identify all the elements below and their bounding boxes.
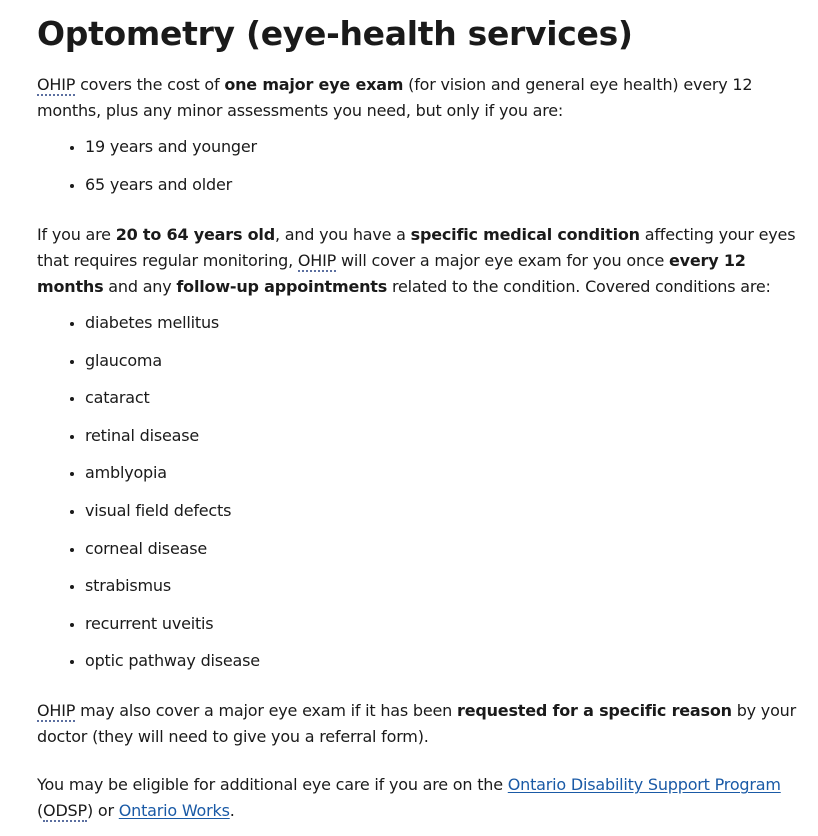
eligibility-paragraph (37, 772, 797, 824)
referral-bold-1: requested for a specific reason (457, 701, 732, 721)
conditions-bold-3: every 12 months (37, 251, 746, 296)
conditions-bold-2: specific medical condition (410, 225, 640, 244)
list-item: • optic pathway disease (85, 648, 797, 674)
conditions-bold-4: follow-up appointments (176, 277, 388, 296)
list-item: • diabetes mellitus (85, 310, 797, 336)
page-title: Optometry (eye-health services) (37, 14, 633, 53)
conditions-text-5: and any (103, 277, 177, 296)
list-item: • 65 years and older (85, 172, 797, 198)
eligibility-text-1: You may be eligible for additional eye care if you are on the (37, 775, 508, 795)
eligibility-text-3: ) or (86, 801, 119, 821)
list-item: • visual field defects (85, 498, 797, 524)
list-item: • amblyopia (85, 460, 797, 486)
referral-paragraph (37, 698, 797, 750)
list-item: • glaucoma (85, 348, 797, 374)
referral-text-1: may also cover a major eye exam if it has been (75, 701, 457, 721)
list-item: • cataract (85, 385, 797, 411)
eligibility-text-2: ( (37, 801, 44, 821)
conditions-text-4: will cover a major eye exam for you once (336, 251, 670, 270)
conditions-text-3: affecting your eyes that requires regular monitoring, (37, 225, 796, 270)
list-item: • corneal disease (85, 536, 797, 562)
ohip-abbreviation[interactable]: OHIP (37, 75, 76, 94)
ohip-abbreviation[interactable]: OHIP (297, 251, 337, 270)
intro-paragraph (37, 72, 797, 124)
odsp-abbreviation[interactable]: ODSP (43, 801, 87, 821)
conditions-paragraph (37, 222, 797, 300)
eligibility-text-4: . (229, 801, 235, 821)
intro-text-1: covers the cost of (75, 75, 225, 94)
conditions-text-1: If you are (37, 225, 116, 244)
odsp-link[interactable]: Ontario Disability Support Program (507, 775, 781, 795)
list-item: • retinal disease (85, 423, 797, 449)
conditions-bold-1: 20 to 64 years old (115, 225, 275, 244)
referral-text-2: by your doctor (they will need to give you a referral form). (37, 701, 796, 747)
conditions-text-6: related to the condition. Covered conditions are: (387, 277, 771, 296)
list-item: • strabismus (85, 573, 797, 599)
list-item: • recurrent uveitis (85, 611, 797, 637)
age-group-list (37, 134, 797, 198)
ontario-works-link[interactable]: Ontario Works (118, 801, 230, 821)
ohip-abbreviation[interactable]: OHIP (37, 701, 76, 721)
conditions-text-2: , and you have a (274, 225, 411, 244)
list-item: • 19 years and younger (85, 134, 797, 160)
intro-text-2: (for vision and general eye health) every 12 months, plus any minor assessments you need, but only if you are: (37, 75, 753, 120)
covered-conditions-list (37, 310, 797, 674)
intro-bold-1: one major eye exam (224, 75, 404, 94)
